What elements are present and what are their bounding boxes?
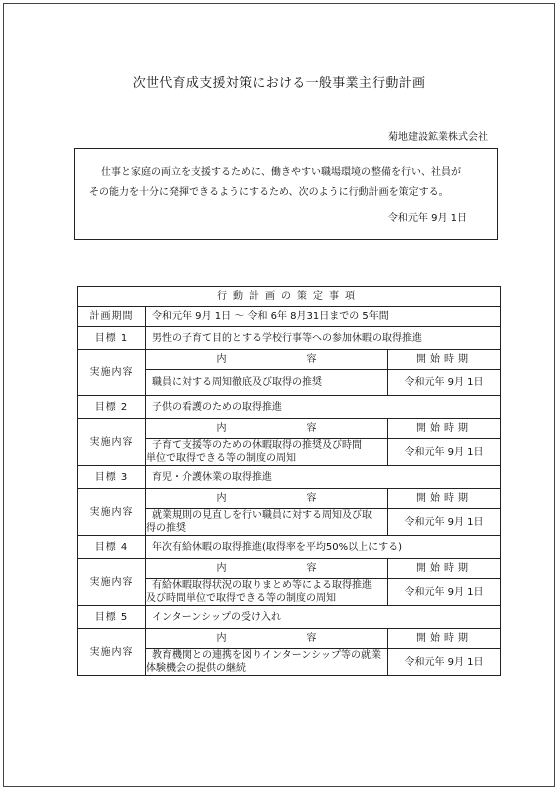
table-header: 行動計画の策定事項 [78,287,501,307]
goal-label: 目標 1 [78,327,146,350]
content-column-header: 内 容 [146,489,388,509]
goal-label: 目標 5 [78,606,146,629]
start-column-header: 開始時期 [388,489,501,509]
goal-text: 子供の看護のための取得推進 [146,396,501,419]
impl-detail-line: 有給休暇取得状況の取りまとめ等による取得推進 [152,580,372,591]
period-row [78,307,501,327]
start-column-header: 開始時期 [388,350,501,370]
start-date: 令和元年 9月 1日 [388,579,501,606]
goal-row [78,466,501,489]
impl-detail: 職員に対する周知徹底及び取得の推奨 [146,370,388,396]
impl-detail-line: 得の推奨 [146,523,186,534]
impl-header-row [78,559,501,579]
impl-detail-line: 単位で取得できる等の制度の周知 [146,453,296,464]
start-column-header: 開始時期 [388,559,501,579]
period-label: 計画期間 [78,307,146,327]
goal-text: 育児・介護休業の取得推進 [146,466,501,489]
impl-detail [146,509,388,536]
intro-box [74,148,498,240]
impl-header-row [78,350,501,370]
goal-row [78,606,501,629]
goal-label: 目標 2 [78,396,146,419]
start-date: 令和元年 9月 1日 [388,509,501,536]
content-column-header: 内 容 [146,419,388,439]
impl-label: 実施内容 [78,419,146,466]
intro-date: 令和元年 9月 1日 [387,213,467,224]
impl-header-row [78,629,501,649]
goal-label: 目標 4 [78,536,146,559]
goal-text: 年次有給休暇の取得推進(取得率を平均50%以上にする) [146,536,501,559]
goal-label: 目標 3 [78,466,146,489]
goal-text: 男性の子育て目的とする学校行事等への参加休暇の取得推進 [146,327,501,350]
action-plan-table [77,286,501,676]
impl-detail-line: 教育機関との連携を図りインターンシップ等の就業 [152,650,381,661]
impl-detail [146,579,388,606]
impl-label: 実施内容 [78,629,146,676]
start-column-header: 開始時期 [388,419,501,439]
impl-label: 実施内容 [78,559,146,606]
document-page [3,3,555,787]
table-header-row [78,287,501,307]
intro-line-1: 仕事と家庭の両立を支援するために、働きやすい職場環境の整備を行い、社員が [101,167,461,178]
document-title: 次世代育成支援対策における一般事業主行動計画 [132,76,426,91]
start-column-header: 開始時期 [388,629,501,649]
start-date: 令和元年 9月 1日 [388,649,501,676]
period-value: 令和元年 9月 1日 〜 令和 6年 8月31日までの 5年間 [146,307,501,327]
content-column-header: 内 容 [146,629,388,649]
impl-detail-line: 体験機会の提供の継続 [146,663,246,674]
company-name: 菊地建設鉱業株式会社 [388,132,488,143]
impl-detail [146,649,388,676]
impl-header-row [78,419,501,439]
impl-detail-line: 及び時間単位で取得できる等の制度の周知 [146,593,336,604]
start-date: 令和元年 9月 1日 [388,439,501,466]
content-column-header: 内 容 [146,350,388,370]
impl-label: 実施内容 [78,350,146,396]
impl-detail-line: 就業規則の見直しを行い職員に対する周知及び取 [152,510,372,521]
goal-row [78,536,501,559]
goal-row [78,327,501,350]
impl-label: 実施内容 [78,489,146,536]
impl-header-row [78,489,501,509]
start-date: 令和元年 9月 1日 [388,370,501,396]
intro-line-2: その能力を十分に発揮できるようにするため、次のように行動計画を策定する。 [89,187,449,198]
goal-text: インターンシップの受け入れ [146,606,501,629]
content-column-header: 内 容 [146,559,388,579]
impl-detail [146,439,388,466]
impl-detail-line: 子育て支援等のための休暇取得の推奨及び時間 [152,440,362,451]
goal-row [78,396,501,419]
